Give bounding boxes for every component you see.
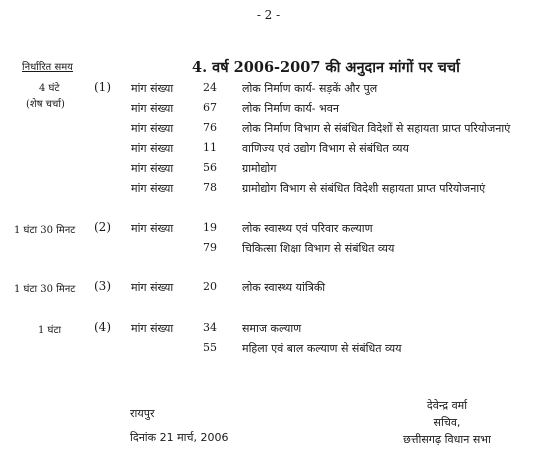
demand-number: 24 <box>203 81 217 94</box>
signatory-name: देवेन्द्र वर्मा <box>426 399 468 412</box>
demand-number: 56 <box>203 161 217 174</box>
demand-label: मांग संख्या <box>131 322 174 335</box>
time-column-header: निर्धारित समय <box>22 62 73 73</box>
group-time: 4 घंटे <box>39 83 60 94</box>
demand-label: मांग संख्या <box>131 162 174 175</box>
demand-description: वाणिज्य एवं उद्योग विभाग से संबंधित व्यय <box>242 142 409 155</box>
group-number: (2) <box>94 220 111 234</box>
group-number: (3) <box>94 279 111 293</box>
demand-label: मांग संख्या <box>131 102 174 115</box>
date: दिनांक 21 मार्च, 2006 <box>130 431 229 444</box>
page-number: - 2 - <box>256 8 281 22</box>
demand-label: मांग संख्या <box>131 142 174 155</box>
demand-number: 20 <box>203 280 217 293</box>
demand-label: मांग संख्या <box>131 222 174 235</box>
demand-description: लोक निर्माण विभाग से संबंधित विदेशों से सहायता प्राप्त परियोजनाएं <box>242 122 511 135</box>
demand-number: 78 <box>203 181 217 194</box>
demand-description: समाज कल्याण <box>242 322 302 335</box>
demand-description: लोक निर्माण कार्य- भवन <box>242 102 339 115</box>
group-time: 1 घंटा 30 मिनट <box>14 225 76 236</box>
demand-description: ग्रामोद्योग <box>242 162 277 175</box>
group-time: 1 घंटा <box>38 325 62 336</box>
group-number: (4) <box>94 320 111 334</box>
group-time-note: (शेष चर्चा) <box>26 99 65 110</box>
demand-label: मांग संख्या <box>131 122 174 135</box>
demand-description: ग्रामोद्योग विभाग से संबंधित विदेशी सहायता प्राप्त परियोजनाएं <box>242 182 486 195</box>
demand-number: 67 <box>203 101 217 114</box>
group-time: 1 घंटा 30 मिनट <box>14 284 76 295</box>
signatory-designation: सचिव, <box>433 416 461 429</box>
section-heading: 4. वर्ष 2006-2007 की अनुदान मांगों पर चर्चा <box>192 59 460 76</box>
demand-number: 79 <box>203 241 217 254</box>
demand-description: लोक स्वास्थ्य यांत्रिकी <box>242 281 326 294</box>
signatory-office: छत्तीसगढ़ विधान सभा <box>403 433 491 446</box>
demand-description: महिला एवं बाल कल्याण से संबंधित व्यय <box>242 342 402 355</box>
demand-number: 55 <box>203 341 217 354</box>
demand-number: 34 <box>203 321 217 334</box>
demand-number: 76 <box>203 121 217 134</box>
group-number: (1) <box>94 80 111 94</box>
demand-description: चिकित्सा शिक्षा विभाग से संबंधित व्यय <box>242 242 395 255</box>
demand-number: 19 <box>203 221 217 234</box>
demand-label: मांग संख्या <box>131 281 174 294</box>
demand-description: लोक निर्माण कार्य- सड़कें और पुल <box>242 82 378 95</box>
place: रायपुर <box>130 407 155 420</box>
demand-label: मांग संख्या <box>131 182 174 195</box>
demand-number: 11 <box>203 141 217 154</box>
demand-description: लोक स्वास्थ्य एवं परिवार कल्याण <box>242 222 373 235</box>
demand-label: मांग संख्या <box>131 82 174 95</box>
